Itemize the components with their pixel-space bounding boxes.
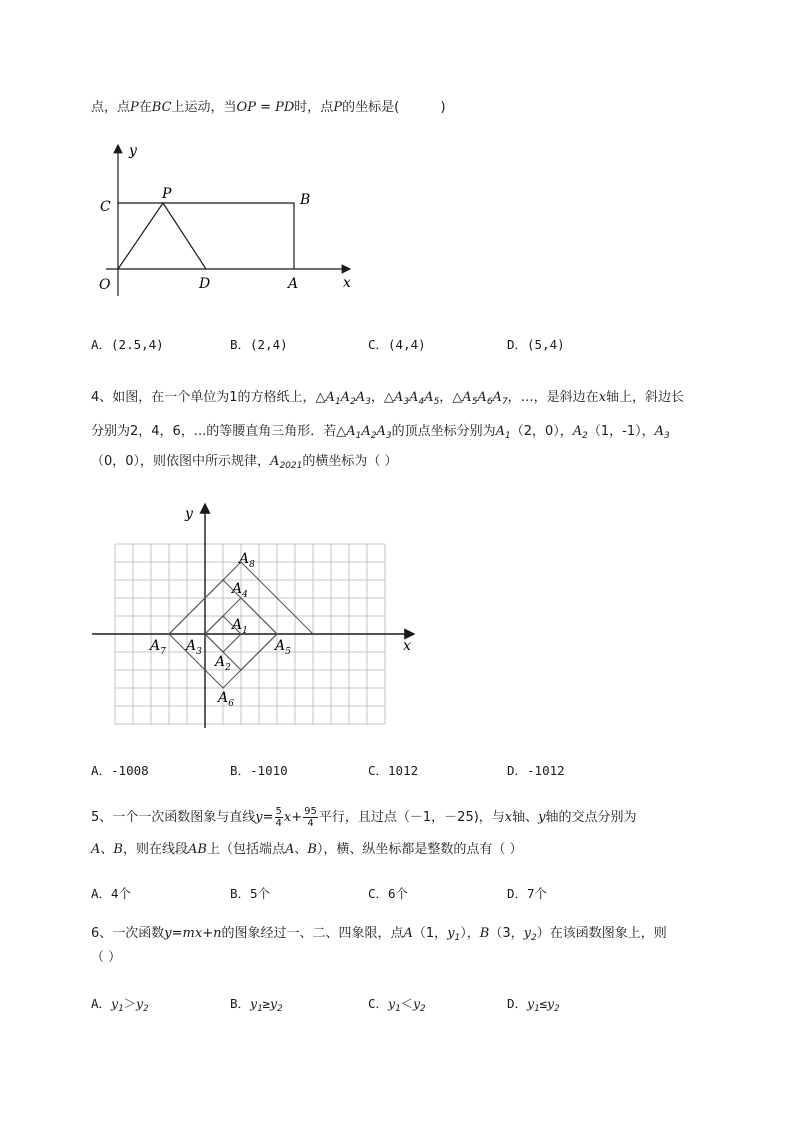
q3-option-a[interactable]: A．(2.5,4) — [91, 337, 164, 352]
q5-fraction-intercept: $\frac{95}{4}$ — [304, 806, 317, 829]
q4-label-x: x — [403, 638, 411, 654]
q4-option-d[interactable]: D．-1012 — [507, 763, 565, 778]
q6-option-b[interactable]: B．$y_1\ge y_2$ — [230, 996, 283, 1014]
q6-option-d[interactable]: D．$y_1\le y_2$ — [507, 996, 560, 1014]
q4-label-a1: $A_1$ — [232, 617, 248, 636]
q4-stem-line1: 4、如图，在一个单位为1的方格纸上，$\triangle A_1A_2A_3$，$\triangle A_3A_4A_5$，$\triangle A_5A_6A_7$，…，是斜边在x轴上，斜边长 — [91, 390, 685, 407]
q4-label-a8: $A_8$ — [239, 551, 255, 570]
q3-label-d: D — [199, 276, 211, 292]
q5-fraction-slope: $\frac{5}{4}$ — [275, 806, 282, 829]
q4-label-a4: $A_4$ — [232, 581, 248, 600]
q6-option-a[interactable]: A．$y_1>y_2$ — [91, 996, 149, 1014]
q3-label-b: B — [300, 192, 311, 208]
q6-stem-line1: 6、一次函数y=mx+n的图象经过一、二、四象限，点A（1，$y_1$），B（3，$y_2$）在该函数图象上，则 — [91, 926, 667, 943]
q3-label-c: C — [100, 199, 111, 215]
q3-label-o: O — [99, 277, 111, 293]
q5-stem-line1: 5、一个一次函数图象与直线y= $\frac{5}{4}$ x+ $\frac{95}{4}$ 平行，且过点（－1，－25)，与x轴、y轴的交点分别为 — [91, 806, 637, 829]
q3-stem: 点，点P在BC上运动，当OP = PD时，点P的坐标是( ) — [91, 100, 446, 115]
q3-label-y: y — [129, 143, 137, 159]
q4-label-a2: $A_2$ — [215, 654, 231, 673]
q4-label-a6: $A_6$ — [218, 690, 234, 709]
q5-option-c[interactable]: C．6个 — [368, 886, 409, 901]
q3-option-d[interactable]: D．(5,4) — [507, 337, 565, 352]
q4-option-b[interactable]: B．-1010 — [230, 763, 288, 778]
q5-option-a[interactable]: A．4个 — [91, 886, 132, 901]
q5-stem-line2: A、B，则在线段AB上（包括端点A、B），横、纵坐标都是整数的点有（ ） — [91, 842, 523, 857]
q6-option-c[interactable]: C．$y_1<y_2$ — [368, 996, 426, 1014]
q3-label-x: x — [343, 275, 351, 291]
q3-label-p: P — [162, 186, 172, 202]
q4-label-a3: $A_3$ — [186, 638, 202, 657]
q6-stem-line2: （ ） — [91, 950, 122, 965]
q4-label-a7: $A_7$ — [150, 638, 166, 657]
q4-option-c[interactable]: C．1012 — [368, 763, 419, 778]
q4-stem-line3: （0，0），则依图中所示规律，$A_{2021}$的横坐标为（ ） — [91, 454, 398, 471]
q3-option-b[interactable]: B．(2,4) — [230, 337, 288, 352]
q4-stem-line2: 分别为2，4，6，...的等腰直角三角形．若$\triangle A_1A_2A_3$的顶点坐标分别为$A_1(2$，0），$A_2(1$，-1），$A_3$ — [91, 424, 670, 441]
q3-option-c[interactable]: C．(4,4) — [368, 337, 426, 352]
q3-label-a: A — [288, 276, 299, 292]
q4-option-a[interactable]: A．-1008 — [91, 763, 149, 778]
q5-option-d[interactable]: D．7个 — [507, 886, 548, 901]
q4-label-y: y — [185, 506, 193, 522]
q4-label-a5: $A_5$ — [275, 638, 291, 657]
q5-option-b[interactable]: B．5个 — [230, 886, 271, 901]
